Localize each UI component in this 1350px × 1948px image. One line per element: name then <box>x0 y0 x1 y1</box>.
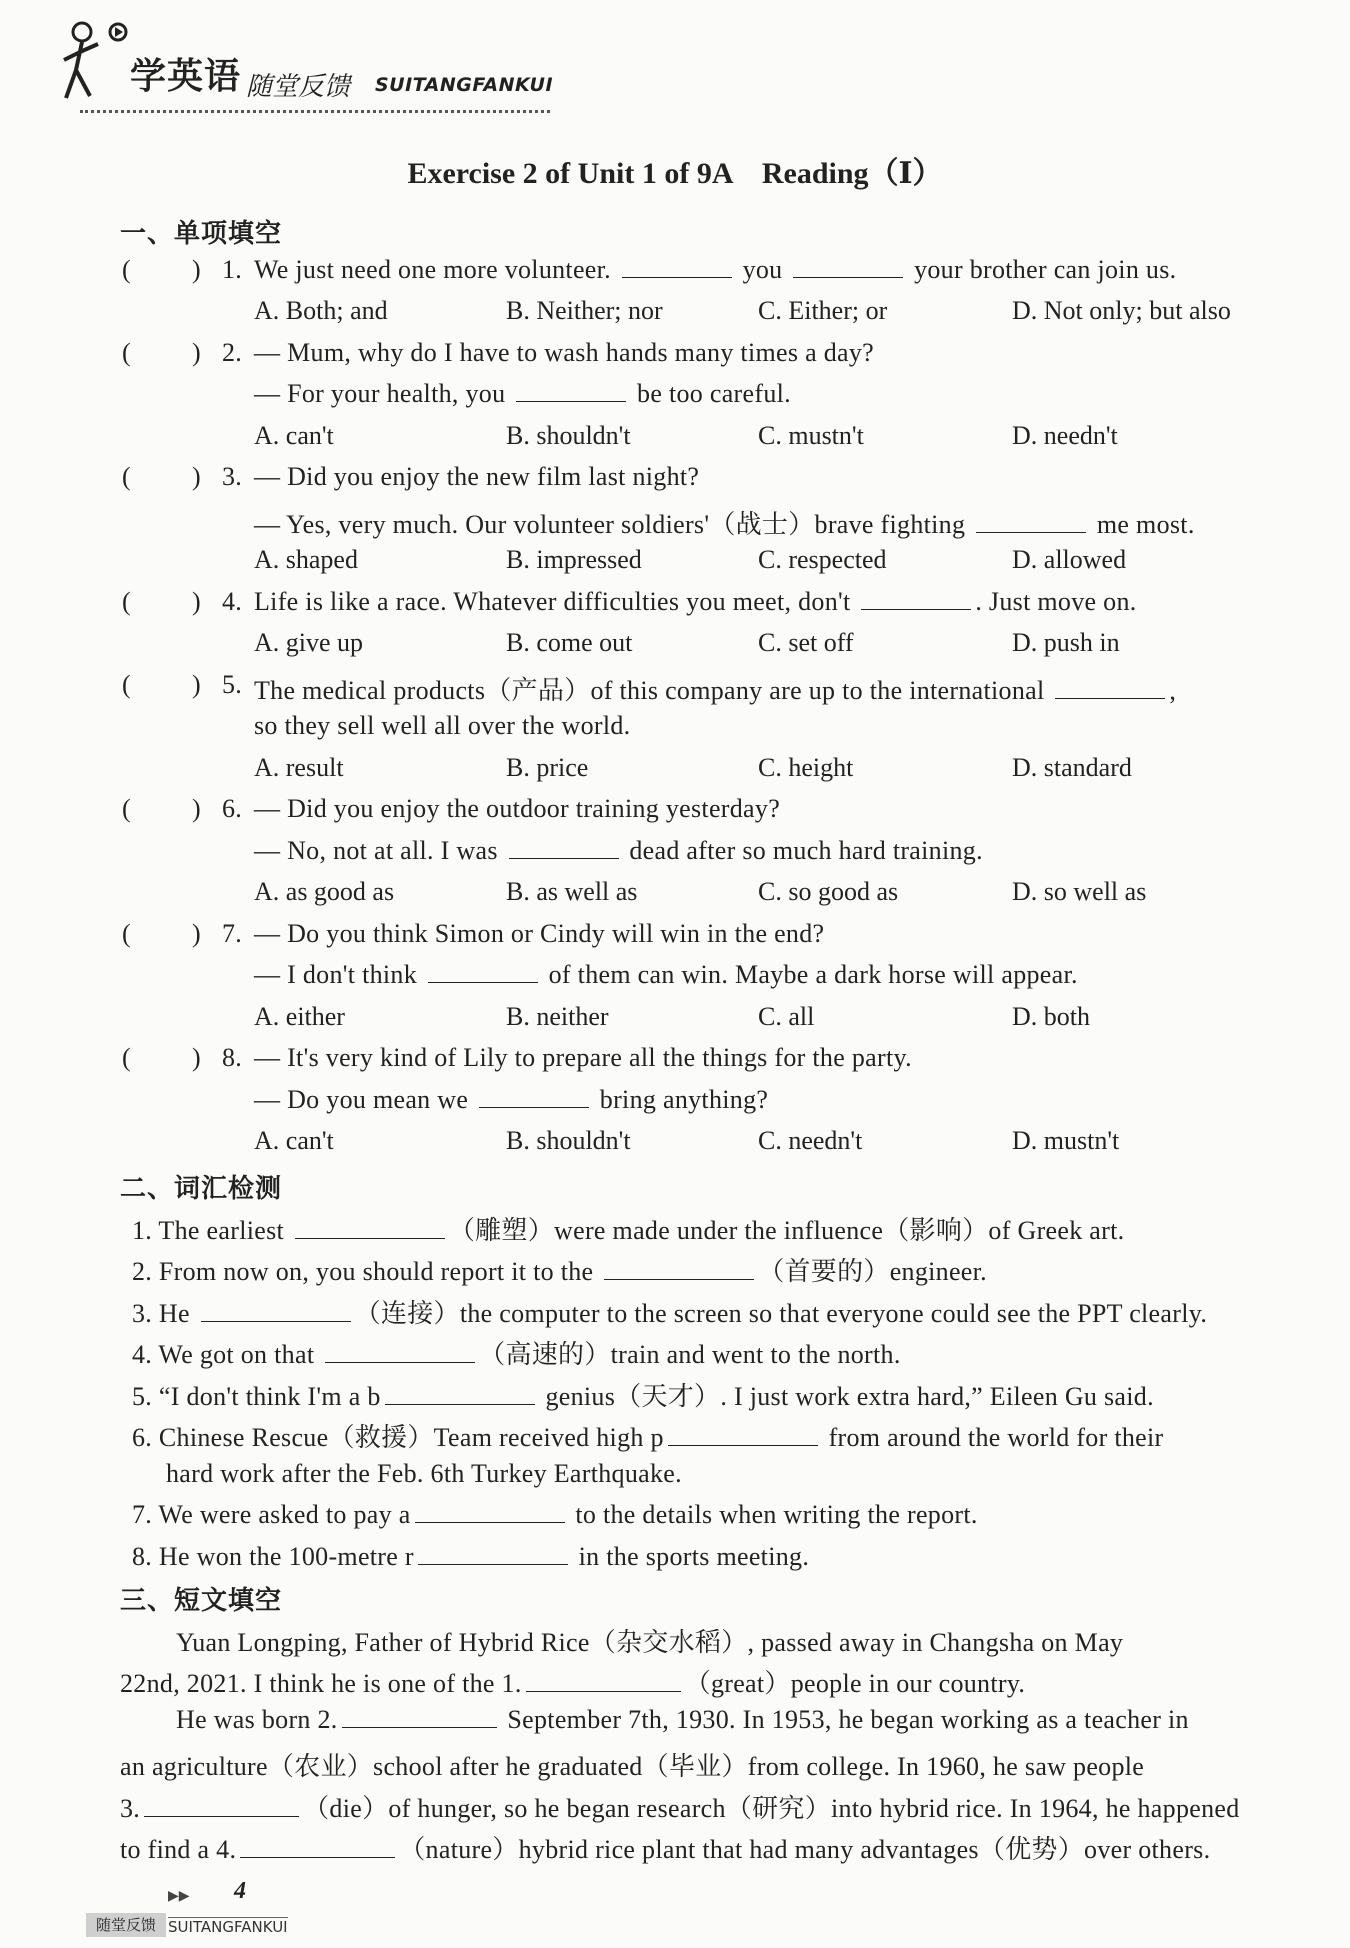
answer-blank[interactable] <box>976 510 1086 533</box>
line-text: （雕塑）were made under the influence（影响）of Greek art. <box>448 1215 1125 1245</box>
question-stem-line <box>254 255 1176 285</box>
answer-blank[interactable] <box>418 1542 568 1565</box>
brand-chinese: 学英语 <box>130 56 242 97</box>
answer-blank[interactable] <box>668 1423 818 1446</box>
vocab-item <box>132 1251 987 1288</box>
runner-icon <box>60 18 140 118</box>
choice-option[interactable]: B. shouldn't <box>506 1126 631 1155</box>
answer-bracket[interactable]: ( ) <box>122 669 201 699</box>
line-text: so they sell well all over the world. <box>254 711 631 740</box>
line-text: 5. “I don't think I'm a b <box>132 1381 381 1411</box>
answer-bracket[interactable]: ( ) <box>122 462 201 491</box>
page-number: 4 <box>234 1878 246 1904</box>
line-text: — Yes, very much. Our volunteer soldiers'（战士）brave fighting <box>254 509 973 539</box>
line-text: , <box>1169 675 1177 705</box>
passage-line <box>176 1622 1123 1659</box>
choice-option[interactable]: B. neither <box>506 1001 609 1031</box>
brand-english: SUITANGFANKUI <box>375 74 554 96</box>
choice-option[interactable]: C. mustn't <box>758 420 864 450</box>
line-text: to the details when writing the report. <box>568 1500 978 1529</box>
line-text: 7. We were asked to pay a <box>132 1500 411 1529</box>
answer-blank[interactable] <box>385 1382 535 1405</box>
passage-line <box>176 1705 1189 1735</box>
question-number: 8. <box>222 1043 243 1072</box>
line-text: genius（天才）. I just work extra hard,” Eileen Gu said. <box>538 1381 1154 1411</box>
choice-option[interactable]: D. needn't <box>1012 420 1118 450</box>
footer-brand-box: 随堂反馈 <box>86 1913 166 1937</box>
choice-option[interactable]: B. impressed <box>506 545 642 574</box>
answer-blank[interactable] <box>622 255 732 278</box>
question-stem-line <box>254 462 699 492</box>
line-text: — For your health, you <box>254 379 513 408</box>
line-text: （连接）the computer to the screen so that everyone could see the PPT clearly. <box>354 1298 1208 1328</box>
question-stem-line <box>254 338 874 368</box>
question-number: 4. <box>222 586 243 616</box>
line-text: 2. From now on, you should report it to the <box>132 1257 601 1286</box>
question-stem-line <box>254 504 1195 541</box>
line-text: bring anything? <box>593 1084 769 1114</box>
line-text: — No, not at all. I was <box>254 835 505 865</box>
line-text: 1. The earliest <box>132 1215 291 1245</box>
answer-blank[interactable] <box>295 1216 445 1239</box>
question-number: 5. <box>222 669 243 699</box>
page-title: Exercise 2 of Unit 1 of 9A Reading（Ⅰ） <box>407 157 943 190</box>
passage-line <box>120 1663 1025 1700</box>
line-text: Yuan Longping, Father of Hybrid Rice（杂交水稻）, passed away in Changsha on May <box>176 1627 1124 1657</box>
choice-option[interactable]: D. both <box>1012 1001 1090 1031</box>
line-text: （高速的）train and went to the north. <box>479 1340 901 1369</box>
answer-blank[interactable] <box>342 1705 497 1728</box>
line-text: Life is like a race. Whatever difficulties you meet, don't <box>254 586 858 616</box>
line-text: 8. He won the 100-metre r <box>132 1541 414 1571</box>
question-stem-line <box>254 379 791 409</box>
answer-blank[interactable] <box>516 379 626 402</box>
footer-brand-en: SUITANGFANKUI <box>168 1918 288 1936</box>
answer-blank[interactable] <box>604 1257 754 1280</box>
question-stem-line <box>254 1043 912 1073</box>
line-text: The medical products（产品）of this company are up to the international <box>254 675 1052 705</box>
line-text: an agriculture（农业）school after he graduated（毕业）from college. In 1960, he saw people <box>120 1752 1145 1781</box>
line-text: 3. <box>120 1793 141 1823</box>
choice-option[interactable]: D. push in <box>1012 628 1120 657</box>
choice-option[interactable]: B. price <box>506 752 589 782</box>
choice-option[interactable]: A. can't <box>254 1126 334 1155</box>
choice-option[interactable]: C. needn't <box>758 1126 863 1155</box>
line-text: me most. <box>1090 509 1195 539</box>
choice-option[interactable]: A. Both; and <box>254 296 388 325</box>
vocab-item <box>132 1376 1154 1413</box>
line-text: be too careful. <box>630 379 791 408</box>
choice-option[interactable]: A. either <box>254 1001 345 1031</box>
choice-option[interactable]: A. result <box>254 752 344 782</box>
choice-option[interactable]: A. can't <box>254 420 334 450</box>
choice-option[interactable]: C. height <box>758 752 854 782</box>
vocab-item <box>132 1542 809 1572</box>
vocab-item <box>132 1500 978 1530</box>
question-stem-line <box>254 1085 768 1115</box>
line-text: from around the world for their <box>821 1423 1164 1452</box>
choice-option[interactable]: C. Either; or <box>758 296 888 325</box>
answer-blank[interactable] <box>793 255 903 278</box>
choice-option[interactable]: D. so well as <box>1012 877 1147 906</box>
section-heading-single-choice: 一、单项填空 <box>120 219 283 249</box>
choice-option[interactable]: C. all <box>758 1001 815 1031</box>
passage-line <box>120 1746 1144 1783</box>
line-text: hard work after the Feb. 6th Turkey Earthquake. <box>166 1458 682 1488</box>
vocab-item <box>132 1210 1124 1247</box>
line-text: 3. He <box>132 1298 197 1328</box>
choice-option[interactable]: C. so good as <box>758 877 899 906</box>
line-text: — Do you mean we <box>254 1084 475 1114</box>
answer-blank[interactable] <box>1055 676 1165 699</box>
choice-option[interactable]: B. come out <box>506 628 633 657</box>
question-stem-line <box>254 711 630 741</box>
answer-blank[interactable] <box>201 1299 351 1322</box>
answer-blank[interactable] <box>240 1835 395 1858</box>
question-number: 1. <box>222 254 243 284</box>
vocab-item <box>132 1417 1164 1454</box>
line-text: — Do you think Simon or Cindy will win in the end? <box>254 918 825 948</box>
line-text: — Did you enjoy the new film last night? <box>254 462 700 491</box>
choice-option[interactable]: A. give up <box>254 628 364 657</box>
line-text: （great）people in our country. <box>684 1669 1026 1698</box>
answer-blank[interactable] <box>415 1500 565 1523</box>
question-number: 3. <box>222 462 243 491</box>
line-text: . Just move on. <box>975 586 1137 616</box>
answer-bracket[interactable]: ( ) <box>122 794 201 823</box>
line-text: you <box>735 254 790 284</box>
line-text: （die）of hunger, so he began research（研究）into hybrid rice. In 1964, he happened <box>303 1793 1240 1823</box>
answer-blank[interactable] <box>325 1340 475 1363</box>
header-logo <box>60 18 580 118</box>
line-text: — Mum, why do I have to wash hands many times a day? <box>254 337 874 367</box>
choice-option[interactable]: B. as well as <box>506 877 638 906</box>
answer-bracket[interactable]: ( ) <box>122 918 201 948</box>
answer-blank[interactable] <box>861 587 971 610</box>
question-stem-line <box>254 587 1137 617</box>
question-stem-line <box>254 836 983 866</box>
line-text: your brother can join us. <box>907 254 1177 284</box>
choice-option[interactable]: A. shaped <box>254 545 358 574</box>
line-text: of them can win. Maybe a dark horse will appear. <box>541 960 1078 989</box>
answer-blank[interactable] <box>144 1794 299 1817</box>
line-text: 4. We got on that <box>132 1340 322 1369</box>
passage-line <box>120 1829 1210 1866</box>
answer-blank[interactable] <box>479 1085 589 1108</box>
vocab-item <box>166 1459 682 1489</box>
line-text: 6. Chinese Rescue（救援）Team received high p <box>132 1423 664 1452</box>
question-stem-line <box>254 919 824 949</box>
line-text: September 7th, 1930. In 1953, he began working as a teacher in <box>500 1704 1189 1734</box>
brand-chinese-sub: 随堂反馈 <box>246 72 351 102</box>
question-number: 7. <box>222 918 243 948</box>
answer-blank[interactable] <box>428 960 538 983</box>
vocab-item <box>132 1334 901 1371</box>
answer-bracket[interactable]: ( ) <box>122 254 201 284</box>
line-text: （首要的）engineer. <box>758 1257 987 1286</box>
line-text: He was born 2. <box>176 1704 338 1734</box>
question-stem-line <box>254 670 1176 707</box>
footer-arrow-icon: ▶▶ <box>168 1889 190 1904</box>
line-text: in the sports meeting. <box>571 1541 810 1571</box>
choice-option[interactable]: B. Neither; nor <box>506 296 663 325</box>
question-stem-line <box>254 960 1078 990</box>
choice-option[interactable]: D. allowed <box>1012 545 1127 574</box>
section-heading-vocabulary: 二、词汇检测 <box>120 1174 283 1204</box>
line-text: to find a 4. <box>120 1835 237 1864</box>
answer-bracket[interactable]: ( ) <box>122 337 201 367</box>
question-stem-line <box>254 794 780 824</box>
choice-option[interactable]: B. shouldn't <box>506 420 631 450</box>
choice-option[interactable]: D. Not only; but also <box>1012 296 1231 325</box>
line-text: — It's very kind of Lily to prepare all the things for the party. <box>254 1043 912 1072</box>
question-number: 6. <box>222 794 243 823</box>
header-divider <box>80 110 550 113</box>
line-text: dead after so much hard training. <box>622 835 983 865</box>
vocab-item <box>132 1293 1207 1330</box>
line-text: （nature）hybrid rice plant that had many advantages（优势）over others. <box>399 1835 1211 1864</box>
choice-option[interactable]: C. set off <box>758 628 854 657</box>
answer-blank[interactable] <box>509 836 619 859</box>
question-number: 2. <box>222 337 243 367</box>
answer-bracket[interactable]: ( ) <box>122 1043 201 1072</box>
line-text: We just need one more volunteer. <box>254 254 618 284</box>
line-text: 22nd, 2021. I think he is one of the 1. <box>120 1669 522 1698</box>
section-heading-passage: 三、短文填空 <box>120 1586 283 1616</box>
answer-bracket[interactable]: ( ) <box>122 586 201 616</box>
passage-line <box>120 1788 1240 1825</box>
line-text: — Did you enjoy the outdoor training yesterday? <box>254 794 781 823</box>
choice-option[interactable]: D. mustn't <box>1012 1126 1120 1155</box>
choice-option[interactable]: C. respected <box>758 545 887 574</box>
answer-blank[interactable] <box>526 1669 681 1692</box>
choice-option[interactable]: A. as good as <box>254 877 395 906</box>
choice-option[interactable]: D. standard <box>1012 752 1132 782</box>
line-text: — I don't think <box>254 960 424 989</box>
